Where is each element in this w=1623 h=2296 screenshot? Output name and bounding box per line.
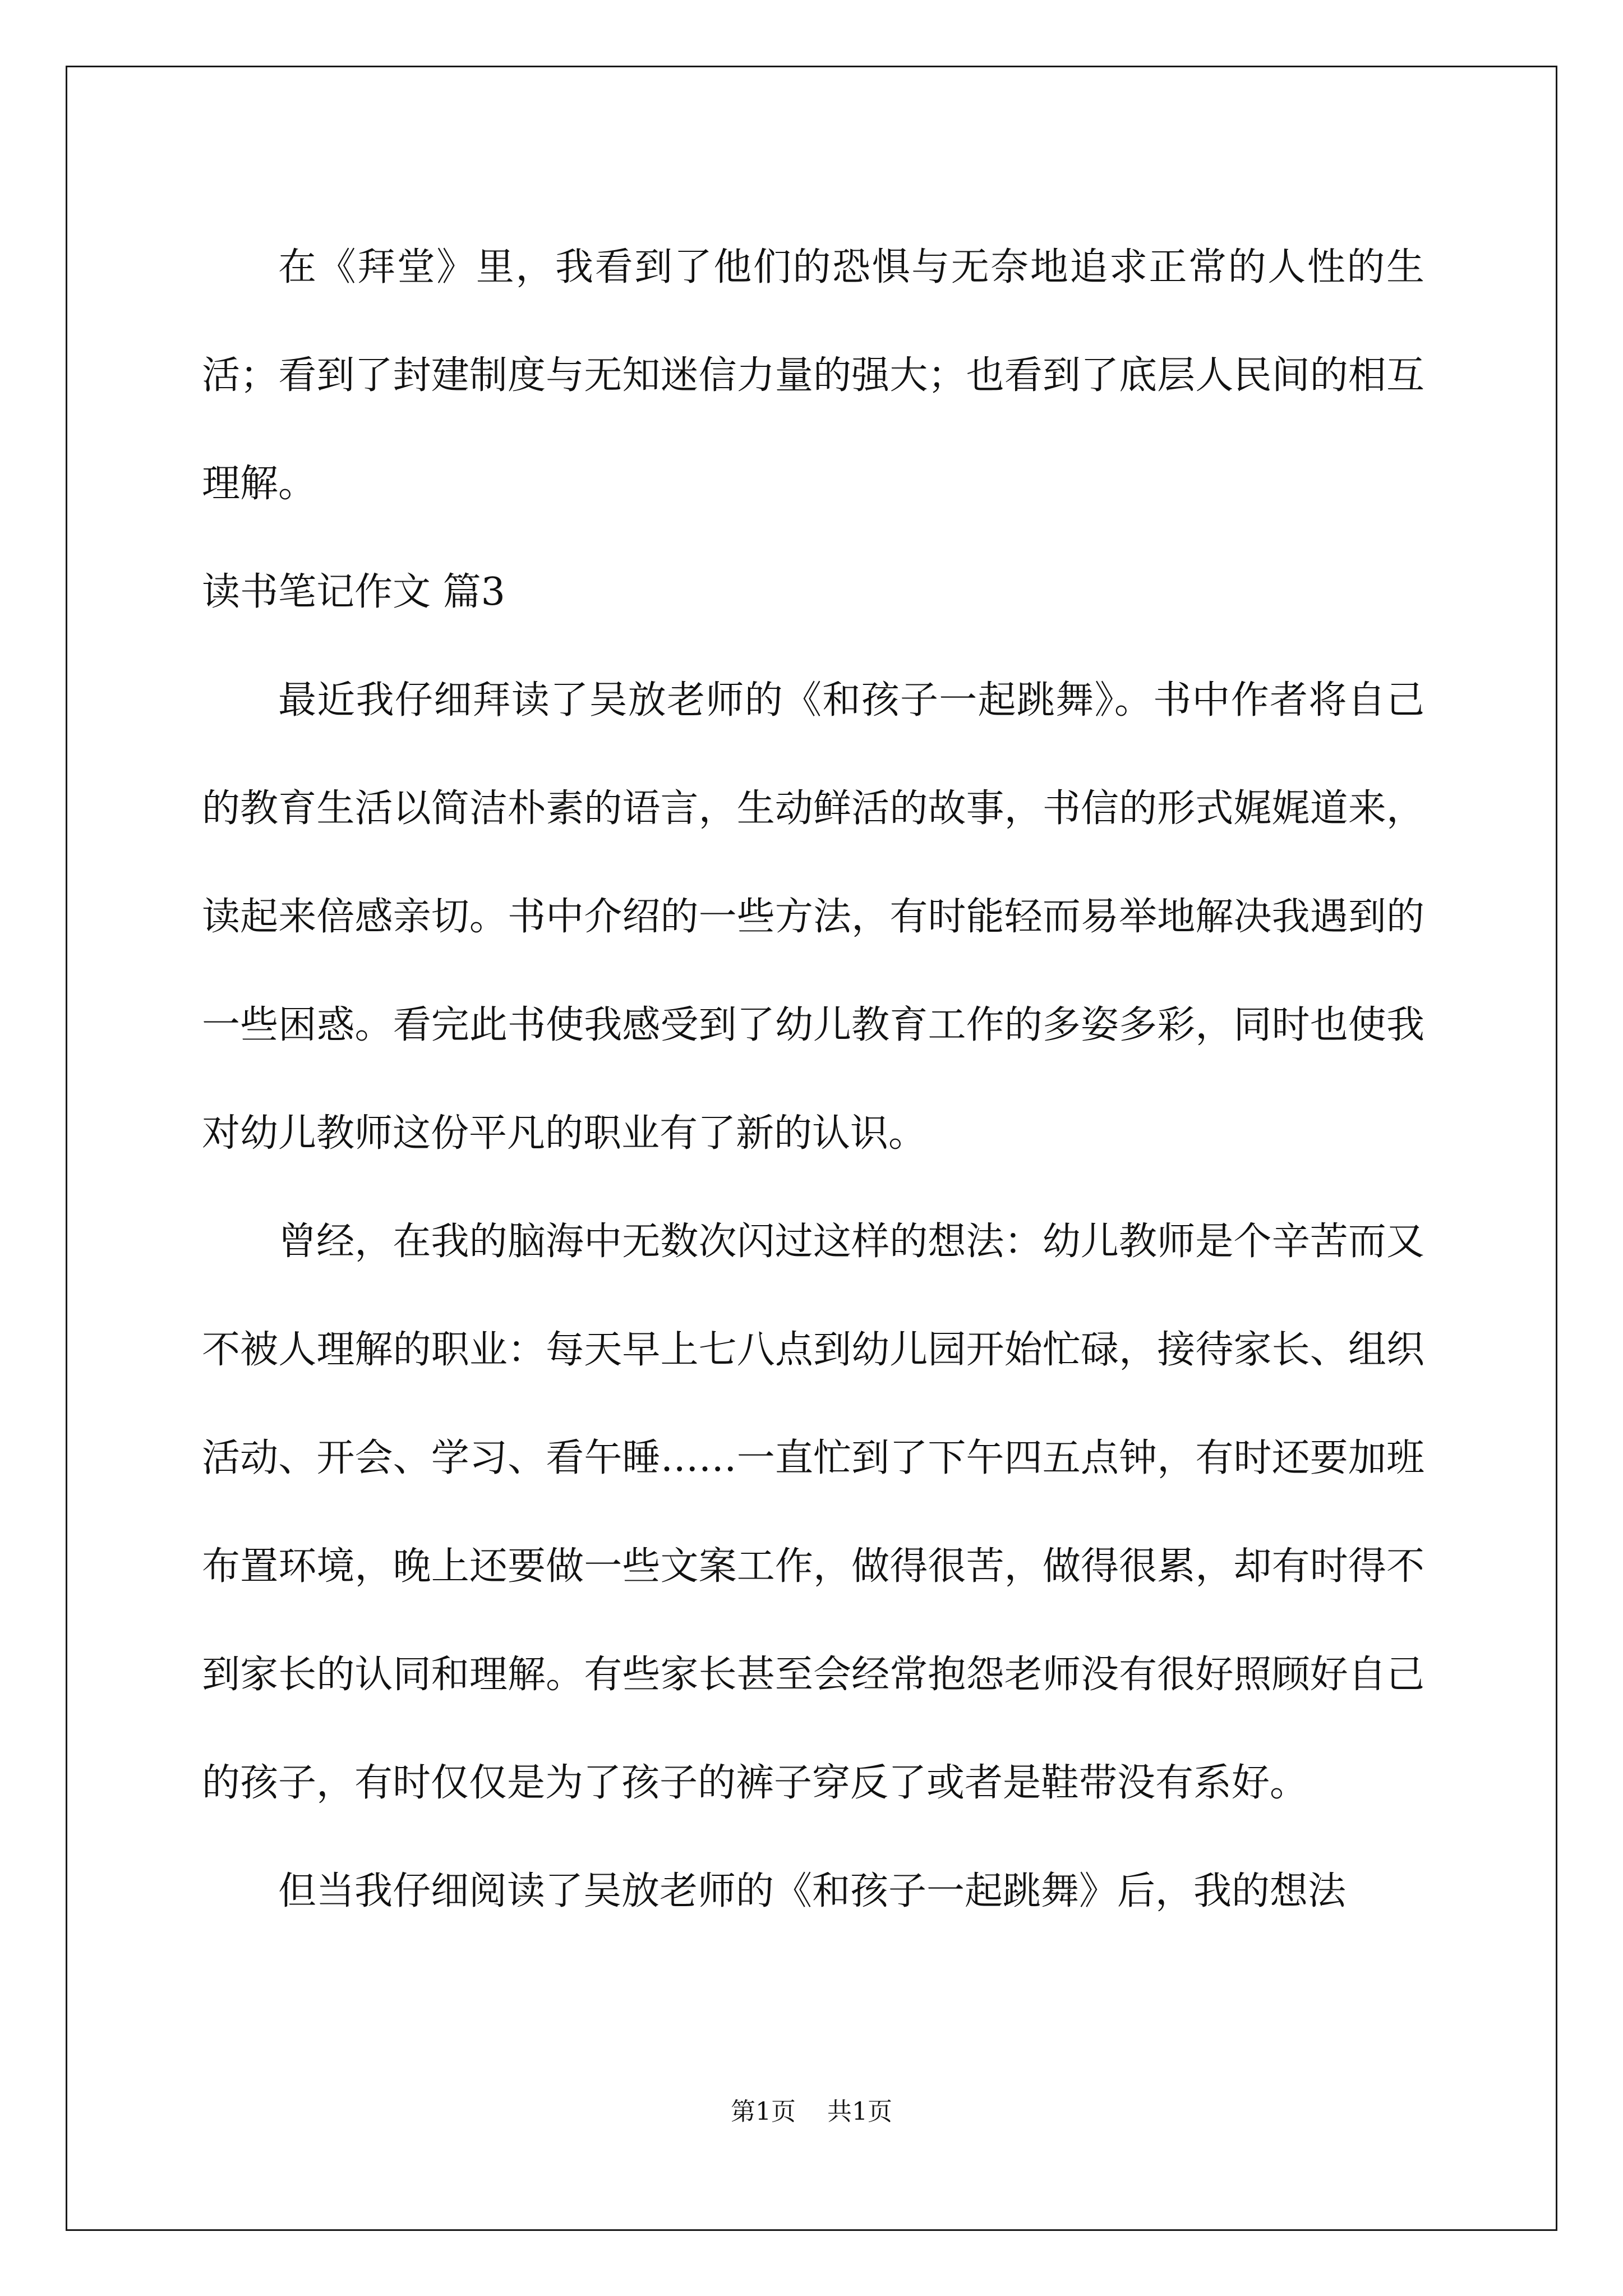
page-number: 第1页 — [731, 2097, 796, 2126]
page-total: 共1页 — [827, 2097, 892, 2126]
section-heading: 读书笔记作文 篇3 — [202, 570, 505, 614]
page-footer — [0, 2095, 1623, 2129]
document-body — [202, 213, 1424, 1945]
paragraph: 但当我仔细阅读了吴放老师的《和孩子一起跳舞》后，我的想法 — [278, 1869, 1347, 1913]
paragraph: 最近我仔细拜读了吴放老师的《和孩子一起跳舞》。书中作者将自己的教育生活以简洁朴素的语言，生动鲜活的故事，书信的形式娓娓道来，读起来倍感亲切。书中介绍的一些方法，有时能轻而易举地解决我遇到的一些困惑。看完此书使我感受到了幼儿教育工作的多姿多彩，同时也使我对幼儿教师这份平凡的职业有了新的认识。 — [202, 678, 1424, 1156]
paragraph: 曾经，在我的脑海中无数次闪过这样的想法：幼儿教师是个辛苦而又不被人理解的职业：每天早上七八点到幼儿园开始忙碌，接待家长、组织活动、开会、学习、看午睡……一直忙到了下午四五点钟，有时还要加班布置环境，晚上还要做一些文案工作，做得很苦，做得很累，却有时得不到家长的认同和理解。有些家长甚至会经常抱怨老师没有很好照顾好自己的孩子，有时仅仅是为了孩子的裤子穿反了或者是鞋带没有系好。 — [202, 1220, 1424, 1805]
paragraph: 在《拜堂》里，我看到了他们的恐惧与无奈地追求正常的人性的生活；看到了封建制度与无知迷信力量的强大；也看到了底层人民间的相互理解。 — [202, 245, 1424, 506]
